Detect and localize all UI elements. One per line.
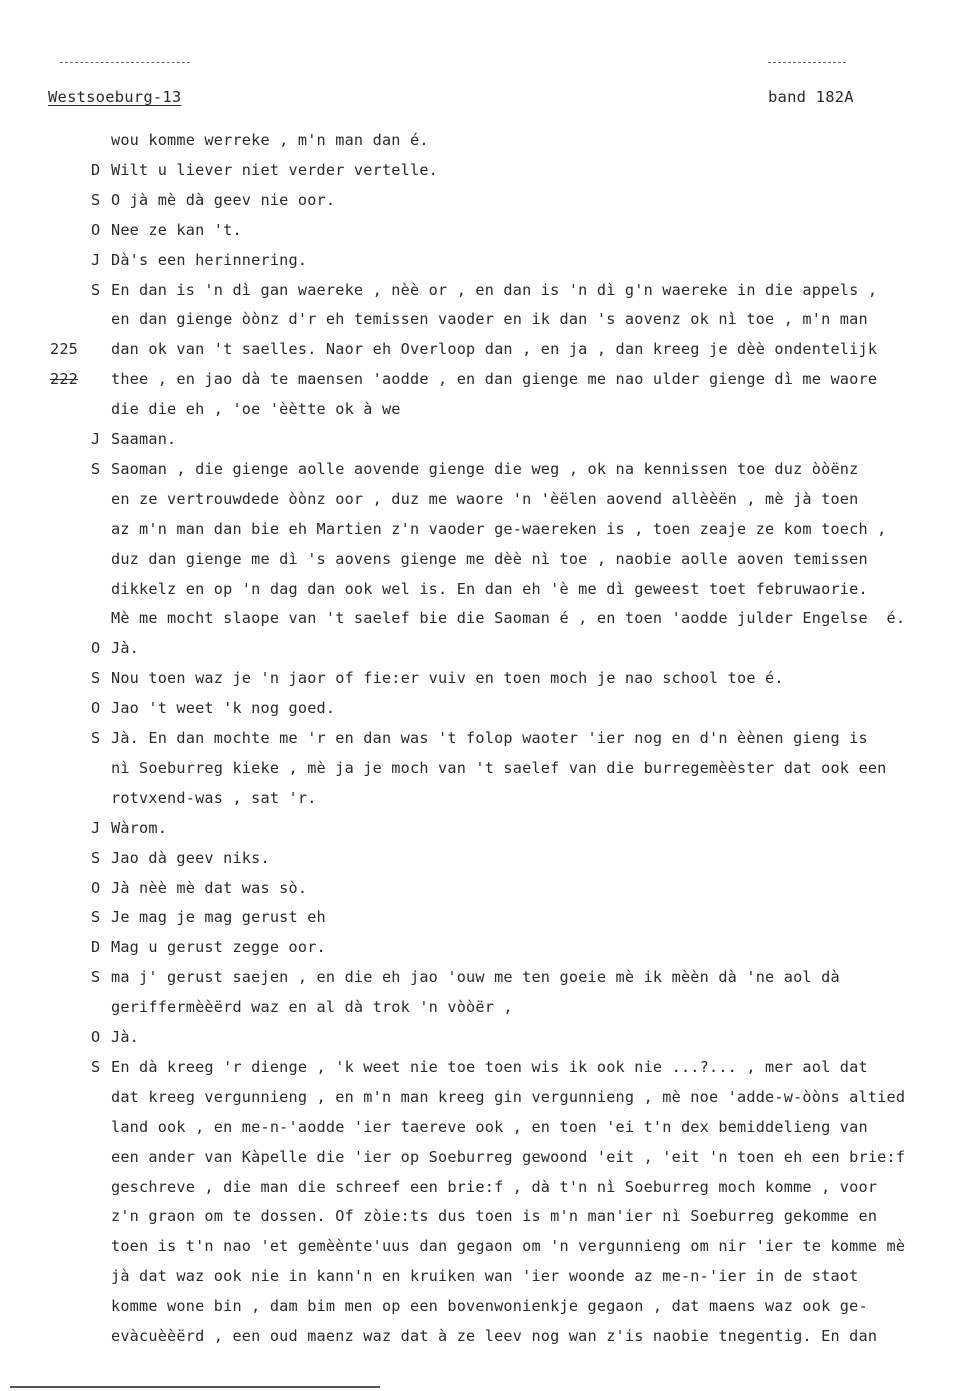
transcript-line bbox=[0, 729, 979, 751]
transcript-line bbox=[0, 1267, 979, 1289]
transcript-line bbox=[0, 669, 979, 691]
line-text: geriffermèèërd waz en al dà trok 'n vòòër , bbox=[111, 998, 513, 1017]
transcript-line bbox=[0, 1028, 979, 1050]
speaker-code: S bbox=[91, 280, 101, 299]
speaker-code: O bbox=[91, 639, 101, 658]
transcript-line bbox=[0, 281, 979, 303]
line-text: ma j' gerust saejen , en die eh jao 'ouw me ten goeie mè ik mèèn dà 'ne aol dà bbox=[111, 968, 840, 987]
transcript-line bbox=[0, 908, 979, 930]
line-text: Jà nèè mè dat was sò. bbox=[111, 878, 308, 897]
line-text: Saoman , die gienge aolle aovende gienge die weg , ok na kennissen toe duz òòënz bbox=[111, 459, 859, 478]
transcript-line bbox=[0, 639, 979, 661]
transcript-line bbox=[0, 340, 979, 362]
transcript-line bbox=[0, 998, 979, 1020]
transcript-line bbox=[0, 310, 979, 332]
line-text: Jà. bbox=[111, 639, 140, 658]
line-text: En dan is 'n dì gan waereke , nèè or , en dan is 'n dì g'n waereke in die appels , bbox=[111, 280, 878, 299]
speaker-code: S bbox=[91, 729, 101, 747]
transcript-line bbox=[0, 759, 979, 781]
line-text: dat kreeg vergunnieng , en m'n man kreeg gin vergunnieng , mè noe 'adde-w-òòns altied bbox=[111, 1087, 906, 1106]
transcript-line bbox=[0, 879, 979, 901]
transcript-line bbox=[0, 1327, 979, 1349]
speaker-code: O bbox=[91, 220, 101, 239]
line-text: z'n graon om te dossen. Of zòie:ts dus toen is m'n man'ier nì Soeburreg gekomme en bbox=[111, 1207, 878, 1226]
line-text: Mè me mocht slaope van 't saelef bie die Saoman é , en toen 'aodde julder Engelse é. bbox=[111, 609, 906, 628]
speaker-code: S bbox=[91, 908, 101, 927]
transcript-line bbox=[0, 161, 979, 183]
line-text: Nou toen waz je 'n jaor of fie:er vuiv en toen moch je nao school toe é. bbox=[111, 669, 784, 688]
line-text: die die eh , 'oe 'èètte ok à we bbox=[111, 400, 401, 419]
margin-counter: 225 bbox=[50, 340, 79, 359]
line-text: dan ok van 't saelles. Naor eh Overloop dan , en ja , dan kreeg je dèè ondentelijk bbox=[111, 340, 878, 359]
transcript-line bbox=[0, 968, 979, 990]
line-text: een ander van Kàpelle die 'ier op Soeburreg gewoond 'eit , 'eit 'n toen eh een brie:f bbox=[111, 1147, 906, 1166]
line-text: toen is t'n nao 'et gemèènte'uus dan gegaon om 'n vergunnieng om nir 'ier te komme mè bbox=[111, 1237, 906, 1256]
line-text: duz dan gienge me dì 's aovens gienge me dèè nì toe , naobie aolle aoven temissen bbox=[111, 549, 868, 568]
line-text: en dan gienge òònz d'r eh temissen vaoder en ik dan 's aovenz ok nì toe , m'n man bbox=[111, 310, 868, 329]
speaker-code: S bbox=[91, 669, 101, 688]
line-text: evàcuèèërd , een oud maenz waz dat à ze leev nog wan z'is naobie tnegentig. En dan bbox=[111, 1327, 878, 1345]
transcript-line bbox=[0, 221, 979, 243]
transcript-line bbox=[0, 819, 979, 841]
line-text: Jà. bbox=[111, 1028, 140, 1046]
margin-counter: 222 bbox=[50, 370, 79, 389]
speaker-code: S bbox=[91, 190, 101, 209]
transcript-line bbox=[0, 400, 979, 422]
line-text: Saaman. bbox=[111, 430, 177, 448]
transcript-line bbox=[0, 370, 979, 392]
line-text: Jao dà geev niks. bbox=[111, 848, 270, 867]
transcript-line bbox=[0, 251, 979, 273]
line-text: jà dat waz ook nie in kann'n en kruiken wan 'ier woonde az me-n-'ier in de staot bbox=[111, 1267, 859, 1286]
line-text: Mag u gerust zegge oor. bbox=[111, 938, 326, 957]
document-id: Westsoeburg-13 bbox=[48, 88, 182, 106]
line-text: Jao 't weet 'k nog goed. bbox=[111, 699, 336, 718]
line-text: en ze vertrouwdede òònz oor , duz me waore 'n 'èëlen aovend allèèën , mè jà toen bbox=[111, 489, 859, 508]
tape-reference: band 182A bbox=[768, 88, 854, 106]
speaker-code: D bbox=[91, 938, 101, 957]
speaker-code: S bbox=[91, 968, 101, 987]
speaker-code: D bbox=[91, 160, 101, 179]
transcript-line bbox=[0, 131, 979, 153]
speaker-code: J bbox=[91, 818, 101, 837]
line-text: thee , en jao dà te maensen 'aodde , en dan gienge me nao ulder gienge dì me waore bbox=[111, 370, 878, 389]
line-text: geschreve , die man die schreef een brie:f , dà t'n nì Soeburreg moch komme , voor bbox=[111, 1177, 878, 1196]
transcript-line bbox=[0, 520, 979, 542]
line-text: dikkelz en op 'n dag dan ook wel is. En dan eh 'è me dì geweest toet februwaorie. bbox=[111, 579, 868, 598]
speaker-code: O bbox=[91, 1028, 101, 1046]
footer-rule bbox=[10, 1386, 380, 1388]
line-text: En dà kreeg 'r dienge , 'k weet nie toe toen wis ik ook nie ...?... , mer aol dat bbox=[111, 1057, 868, 1076]
line-text: wou komme werreke , m'n man dan é. bbox=[111, 131, 429, 149]
transcript-line bbox=[0, 191, 979, 213]
transcript-line bbox=[0, 490, 979, 512]
transcript-line bbox=[0, 460, 979, 482]
transcript-line bbox=[0, 430, 979, 452]
line-text: komme wone bin , dam bim men op een bovenwonienkje gegaon , dat maens waz ook ge- bbox=[111, 1297, 868, 1316]
line-text: land ook , en me-n-'aodde 'ier taereve ook , en toen 'ei t'n dex bemiddelieng van bbox=[111, 1117, 868, 1136]
transcript-line bbox=[0, 580, 979, 602]
transcript-line bbox=[0, 1118, 979, 1140]
line-text: Jà. En dan mochte me 'r en dan was 't folop waoter 'ier nog en d'n èènen gieng is bbox=[111, 729, 868, 747]
line-text: Wilt u liever niet verder vertelle. bbox=[111, 160, 439, 179]
transcript-line bbox=[0, 849, 979, 871]
speaker-code: O bbox=[91, 699, 101, 718]
speaker-code: O bbox=[91, 878, 101, 897]
transcript-line bbox=[0, 1237, 979, 1259]
speaker-code: S bbox=[91, 848, 101, 867]
line-text: nì Soeburreg kieke , mè ja je moch van 't saelef van die burregemèèster dat ook een bbox=[111, 758, 887, 777]
line-text: Je mag je mag gerust eh bbox=[111, 908, 326, 927]
transcript-line bbox=[0, 1088, 979, 1110]
speaker-code: J bbox=[91, 250, 101, 269]
transcript-line bbox=[0, 1148, 979, 1170]
speaker-code: S bbox=[91, 1057, 101, 1076]
line-text: az m'n man dan bie eh Martien z'n vaoder ge-waereken is , toen zeaje ze kom toech , bbox=[111, 519, 887, 538]
speaker-code: S bbox=[91, 459, 101, 478]
header-scribble-left bbox=[60, 62, 190, 64]
header-scribble-right bbox=[768, 62, 846, 64]
line-text: Nee ze kan 't. bbox=[111, 220, 242, 239]
line-text: O jà mè dà geev nie oor. bbox=[111, 190, 336, 209]
transcript-line bbox=[0, 609, 979, 631]
transcript-line bbox=[0, 938, 979, 960]
speaker-code: J bbox=[91, 430, 101, 448]
transcript-line bbox=[0, 1178, 979, 1200]
transcript-line bbox=[0, 789, 979, 811]
transcript-line bbox=[0, 699, 979, 721]
transcript-line bbox=[0, 1058, 979, 1080]
transcript-line bbox=[0, 1297, 979, 1319]
transcript-line bbox=[0, 550, 979, 572]
transcript-line bbox=[0, 1207, 979, 1229]
line-text: rotvxend-was , sat 'r. bbox=[111, 788, 317, 807]
line-text: Wàrom. bbox=[111, 818, 168, 837]
line-text: Dà's een herinnering. bbox=[111, 250, 308, 269]
